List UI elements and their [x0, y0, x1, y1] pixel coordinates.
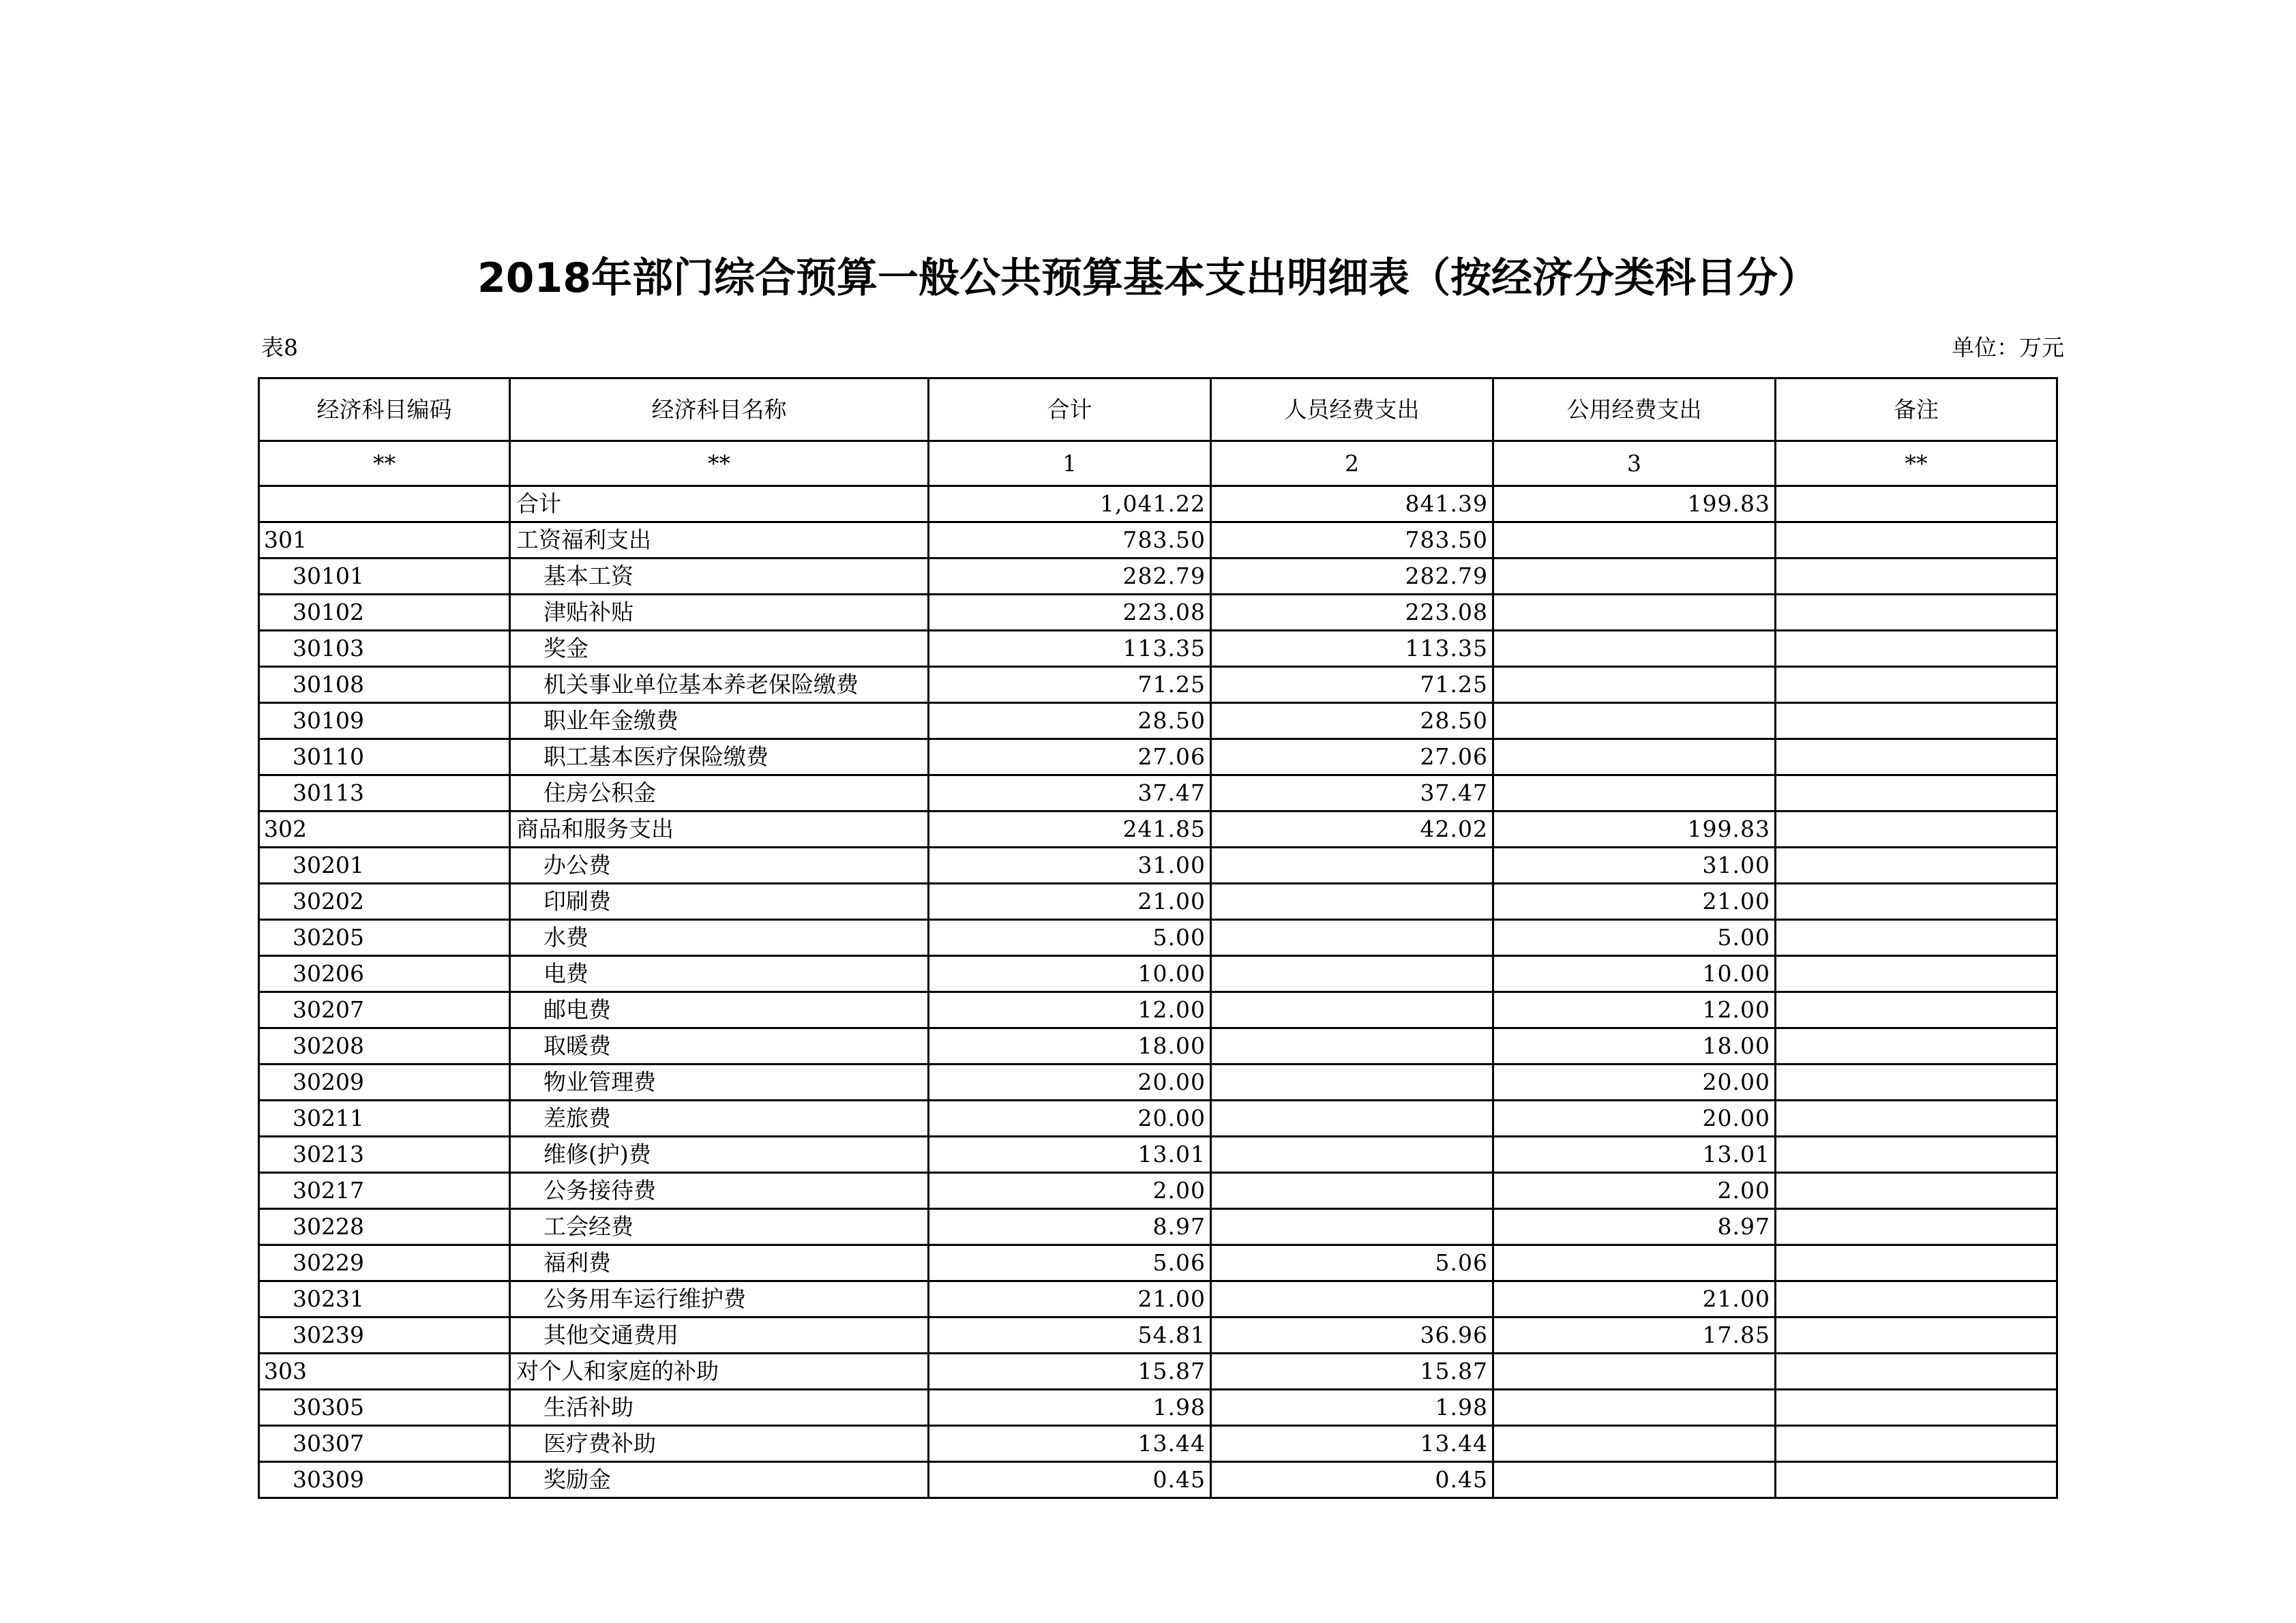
table-row: [259, 848, 2057, 884]
row-total: 241.85: [929, 812, 1211, 848]
row-total: 71.25: [929, 667, 1211, 703]
row-name: 职工基本医疗保险缴费: [510, 739, 929, 775]
row-personnel: [1211, 920, 1493, 956]
row-total: 113.35: [929, 631, 1211, 667]
row-public: 17.85: [1493, 1317, 1776, 1354]
row-name: 工会经费: [510, 1209, 929, 1245]
table-row: [259, 1426, 2057, 1462]
row-total: 5.00: [929, 920, 1211, 956]
row-public: 18.00: [1493, 1028, 1776, 1064]
row-code: 30309: [259, 1462, 510, 1498]
table-row: [259, 1390, 2057, 1426]
row-total: 8.97: [929, 1209, 1211, 1245]
row-personnel: 113.35: [1211, 631, 1493, 667]
row-name: 电费: [510, 956, 929, 992]
header-personnel: 人员经费支出: [1211, 378, 1493, 441]
row-note: [1776, 595, 2057, 631]
row-personnel: [1211, 848, 1493, 884]
table-row: [259, 667, 2057, 703]
row-public: 5.00: [1493, 920, 1776, 956]
row-code: 30108: [259, 667, 510, 703]
row-note: [1776, 884, 2057, 920]
index-name: **: [510, 441, 929, 486]
row-name: 福利费: [510, 1245, 929, 1281]
row-note: [1776, 631, 2057, 667]
row-total: 13.01: [929, 1137, 1211, 1173]
row-name: 商品和服务支出: [510, 812, 929, 848]
row-public: 21.00: [1493, 1281, 1776, 1317]
row-total: 5.06: [929, 1245, 1211, 1281]
table-row: [259, 1354, 2057, 1390]
row-public: [1493, 667, 1776, 703]
row-note: [1776, 1245, 2057, 1281]
row-public: [1493, 703, 1776, 739]
row-public: 31.00: [1493, 848, 1776, 884]
row-public: [1493, 739, 1776, 775]
page-title: 2018年部门综合预算一般公共预算基本支出明细表（按经济分类科目分）: [477, 254, 1819, 302]
row-note: [1776, 522, 2057, 559]
row-personnel: [1211, 1173, 1493, 1209]
row-name: 奖金: [510, 631, 929, 667]
row-code: 30205: [259, 920, 510, 956]
row-personnel: [1211, 1101, 1493, 1137]
row-personnel: 1.98: [1211, 1390, 1493, 1426]
row-code: 301: [259, 522, 510, 559]
table-row: [259, 1101, 2057, 1137]
row-name: 取暖费: [510, 1028, 929, 1064]
row-note: [1776, 775, 2057, 812]
table-header-row: [259, 378, 2057, 441]
row-personnel: 282.79: [1211, 559, 1493, 595]
row-personnel: [1211, 956, 1493, 992]
row-personnel: 783.50: [1211, 522, 1493, 559]
row-total: 21.00: [929, 884, 1211, 920]
row-code: 30207: [259, 992, 510, 1028]
row-personnel: 28.50: [1211, 703, 1493, 739]
row-note: [1776, 1173, 2057, 1209]
row-public: [1493, 595, 1776, 631]
table-row: [259, 739, 2057, 775]
row-personnel: 223.08: [1211, 595, 1493, 631]
row-note: [1776, 956, 2057, 992]
row-note: [1776, 1390, 2057, 1426]
table-row: [259, 559, 2057, 595]
row-public: [1493, 631, 1776, 667]
header-public: 公用经费支出: [1493, 378, 1776, 441]
row-code: 303: [259, 1354, 510, 1390]
row-code: 30102: [259, 595, 510, 631]
row-name: 印刷费: [510, 884, 929, 920]
table-row: [259, 631, 2057, 667]
row-personnel: [1211, 1064, 1493, 1101]
row-public: 8.97: [1493, 1209, 1776, 1245]
row-total: 2.00: [929, 1173, 1211, 1209]
row-code: 30305: [259, 1390, 510, 1426]
row-note: [1776, 667, 2057, 703]
row-personnel: 5.06: [1211, 1245, 1493, 1281]
row-total: 20.00: [929, 1101, 1211, 1137]
row-code: 30307: [259, 1426, 510, 1462]
row-note: [1776, 992, 2057, 1028]
row-total: 12.00: [929, 992, 1211, 1028]
row-name: 机关事业单位基本养老保险缴费: [510, 667, 929, 703]
row-name: 公务接待费: [510, 1173, 929, 1209]
row-public: 20.00: [1493, 1064, 1776, 1101]
row-note: [1776, 1209, 2057, 1245]
row-note: [1776, 486, 2057, 522]
row-public: [1493, 522, 1776, 559]
table-row: [259, 775, 2057, 812]
row-note: [1776, 848, 2057, 884]
table-number: 表8: [261, 334, 298, 361]
row-total: 28.50: [929, 703, 1211, 739]
index-total: 1: [929, 441, 1211, 486]
row-note: [1776, 1137, 2057, 1173]
row-name: 物业管理费: [510, 1064, 929, 1101]
row-public: [1493, 1426, 1776, 1462]
row-name: 住房公积金: [510, 775, 929, 812]
row-code: 30239: [259, 1317, 510, 1354]
row-personnel: 0.45: [1211, 1462, 1493, 1498]
row-total: 27.06: [929, 739, 1211, 775]
header-name: 经济科目名称: [510, 378, 929, 441]
row-name: 奖励金: [510, 1462, 929, 1498]
row-name: 对个人和家庭的补助: [510, 1354, 929, 1390]
row-public: 21.00: [1493, 884, 1776, 920]
row-total: 13.44: [929, 1426, 1211, 1462]
header-code: 经济科目编码: [259, 378, 510, 441]
row-name: 合计: [510, 486, 929, 522]
row-note: [1776, 1426, 2057, 1462]
row-total: 31.00: [929, 848, 1211, 884]
table-row: [259, 595, 2057, 631]
row-public: 20.00: [1493, 1101, 1776, 1137]
row-personnel: [1211, 992, 1493, 1028]
row-personnel: [1211, 884, 1493, 920]
row-name: 公务用车运行维护费: [510, 1281, 929, 1317]
row-public: [1493, 559, 1776, 595]
row-total: 783.50: [929, 522, 1211, 559]
row-note: [1776, 1101, 2057, 1137]
row-note: [1776, 1354, 2057, 1390]
row-personnel: 27.06: [1211, 739, 1493, 775]
row-note: [1776, 559, 2057, 595]
row-code: 30211: [259, 1101, 510, 1137]
row-name: 水费: [510, 920, 929, 956]
row-personnel: 37.47: [1211, 775, 1493, 812]
row-code: 30208: [259, 1028, 510, 1064]
row-note: [1776, 1281, 2057, 1317]
row-code: [259, 486, 510, 522]
row-code: 30231: [259, 1281, 510, 1317]
table-row: [259, 812, 2057, 848]
row-public: 12.00: [1493, 992, 1776, 1028]
table-row: [259, 1317, 2057, 1354]
row-name: 生活补助: [510, 1390, 929, 1426]
row-public: 13.01: [1493, 1137, 1776, 1173]
table-row: [259, 1281, 2057, 1317]
row-code: 30101: [259, 559, 510, 595]
row-name: 维修(护)费: [510, 1137, 929, 1173]
row-code: 302: [259, 812, 510, 848]
row-code: 30209: [259, 1064, 510, 1101]
row-total: 21.00: [929, 1281, 1211, 1317]
row-public: 10.00: [1493, 956, 1776, 992]
index-public: 3: [1493, 441, 1776, 486]
row-code: 30206: [259, 956, 510, 992]
index-note: **: [1776, 441, 2057, 486]
row-name: 差旅费: [510, 1101, 929, 1137]
row-total: 15.87: [929, 1354, 1211, 1390]
table-row: [259, 1462, 2057, 1498]
row-code: 30113: [259, 775, 510, 812]
row-public: 199.83: [1493, 486, 1776, 522]
row-code: 30217: [259, 1173, 510, 1209]
table-row: [259, 522, 2057, 559]
row-personnel: 42.02: [1211, 812, 1493, 848]
row-code: 30213: [259, 1137, 510, 1173]
table-row: [259, 1245, 2057, 1281]
row-total: 1.98: [929, 1390, 1211, 1426]
header-note: 备注: [1776, 378, 2057, 441]
row-name: 其他交通费用: [510, 1317, 929, 1354]
row-public: 2.00: [1493, 1173, 1776, 1209]
unit-label: 单位：万元: [1952, 334, 2064, 361]
row-personnel: [1211, 1281, 1493, 1317]
row-code: 30202: [259, 884, 510, 920]
row-public: [1493, 1245, 1776, 1281]
row-personnel: 15.87: [1211, 1354, 1493, 1390]
row-note: [1776, 920, 2057, 956]
row-code: 30229: [259, 1245, 510, 1281]
row-code: 30228: [259, 1209, 510, 1245]
row-note: [1776, 812, 2057, 848]
row-note: [1776, 1028, 2057, 1064]
row-total: 20.00: [929, 1064, 1211, 1101]
row-name: 津贴补贴: [510, 595, 929, 631]
table-row: [259, 703, 2057, 739]
row-public: 199.83: [1493, 812, 1776, 848]
table-index-row: [259, 441, 2057, 486]
table-row: [259, 1173, 2057, 1209]
row-total: 223.08: [929, 595, 1211, 631]
row-name: 职业年金缴费: [510, 703, 929, 739]
row-public: [1493, 1462, 1776, 1498]
table-row: [259, 1028, 2057, 1064]
table-row: [259, 920, 2057, 956]
row-total: 282.79: [929, 559, 1211, 595]
row-code: 30109: [259, 703, 510, 739]
table-row: [259, 1064, 2057, 1101]
row-total: 1,041.22: [929, 486, 1211, 522]
row-name: 基本工资: [510, 559, 929, 595]
row-code: 30201: [259, 848, 510, 884]
table-row: [259, 992, 2057, 1028]
row-total: 37.47: [929, 775, 1211, 812]
row-public: [1493, 775, 1776, 812]
row-name: 办公费: [510, 848, 929, 884]
row-personnel: 71.25: [1211, 667, 1493, 703]
index-personnel: 2: [1211, 441, 1493, 486]
table-row: [259, 884, 2057, 920]
row-personnel: 13.44: [1211, 1426, 1493, 1462]
row-total: 54.81: [929, 1317, 1211, 1354]
row-total: 0.45: [929, 1462, 1211, 1498]
table-row: [259, 486, 2057, 522]
row-code: 30103: [259, 631, 510, 667]
budget-table: [258, 377, 2058, 1499]
row-public: [1493, 1390, 1776, 1426]
table-row: [259, 1209, 2057, 1245]
row-personnel: 841.39: [1211, 486, 1493, 522]
row-name: 工资福利支出: [510, 522, 929, 559]
row-personnel: [1211, 1028, 1493, 1064]
index-code: **: [259, 441, 510, 486]
row-note: [1776, 739, 2057, 775]
row-total: 18.00: [929, 1028, 1211, 1064]
header-total: 合计: [929, 378, 1211, 441]
row-name: 邮电费: [510, 992, 929, 1028]
table-row: [259, 956, 2057, 992]
row-note: [1776, 1317, 2057, 1354]
row-public: [1493, 1354, 1776, 1390]
row-personnel: [1211, 1137, 1493, 1173]
table-row: [259, 1137, 2057, 1173]
row-code: 30110: [259, 739, 510, 775]
row-note: [1776, 703, 2057, 739]
row-personnel: [1211, 1209, 1493, 1245]
row-note: [1776, 1462, 2057, 1498]
row-personnel: 36.96: [1211, 1317, 1493, 1354]
row-total: 10.00: [929, 956, 1211, 992]
row-name: 医疗费补助: [510, 1426, 929, 1462]
row-note: [1776, 1064, 2057, 1101]
